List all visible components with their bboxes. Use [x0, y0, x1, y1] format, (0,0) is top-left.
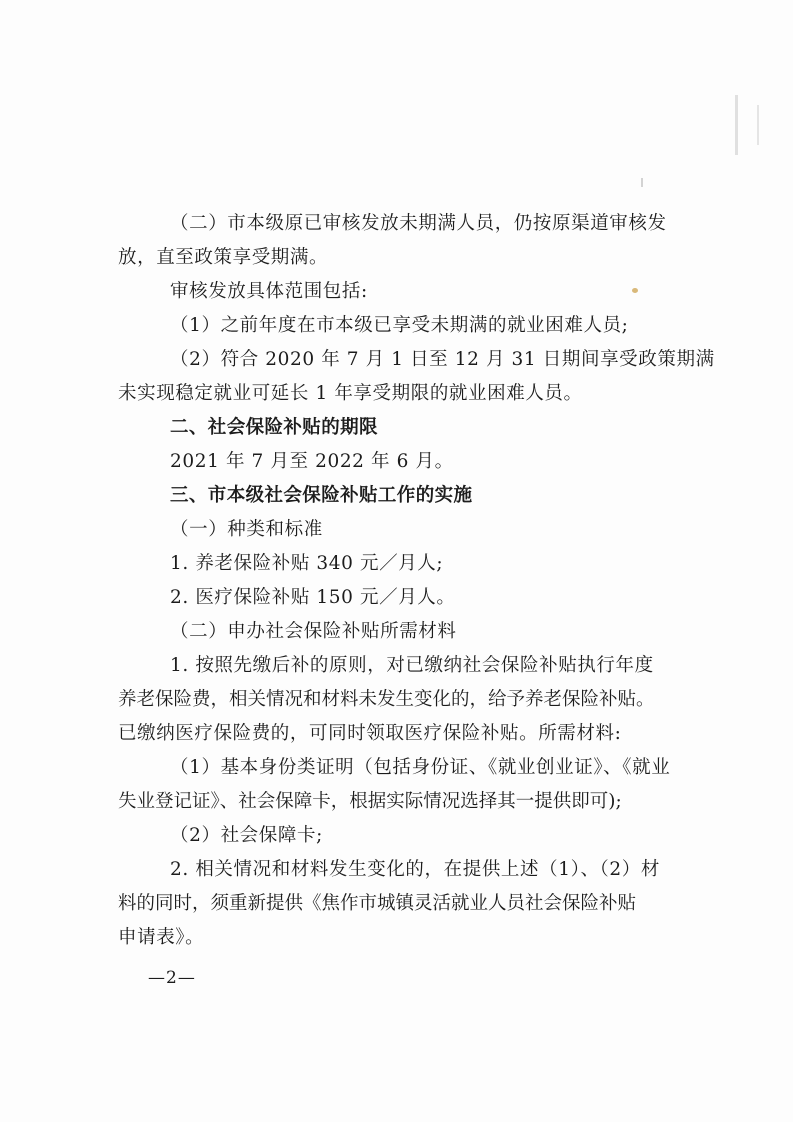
- subsection-heading: （二）申办社会保险补贴所需材料: [170, 621, 457, 642]
- paragraph-line: （1）之前年度在市本级已享受未期满的就业困难人员;: [170, 315, 629, 336]
- paragraph-line: 料的同时，须重新提供《焦作市城镇灵活就业人员社会保险补贴: [118, 893, 637, 914]
- paragraph-line: （1）基本身份类证明（包括身份证、《就业创业证》、《就业: [170, 757, 671, 778]
- scan-spot: [632, 288, 638, 293]
- paragraph-line: 已缴纳医疗保险费的，可同时领取医疗保险补贴。所需材料:: [118, 723, 622, 744]
- paragraph-line: 养老保险费，相关情况和材料未发生变化的，给予养老保险补贴。: [118, 689, 655, 710]
- paragraph-line: 审核发放具体范围包括:: [170, 281, 368, 302]
- paragraph-line: （2）符合 2020 年 7 月 1 日至 12 月 31 日期间享受政策期满: [170, 349, 715, 370]
- paragraph-line: 2. 相关情况和材料发生变化的，在提供上述（1）、（2）材: [170, 859, 660, 880]
- scan-mark: [757, 105, 759, 145]
- list-item: 1. 养老保险补贴 340 元／月人;: [170, 553, 444, 574]
- paragraph-line: （2）社会保障卡;: [170, 825, 323, 846]
- subsection-heading: （一）种类和标准: [170, 519, 323, 540]
- paragraph-line: 申请表》。: [118, 927, 205, 948]
- list-item: 2. 医疗保险补贴 150 元／月人。: [170, 587, 456, 608]
- paragraph-line: 失业登记证》、社会保障卡，根据实际情况选择其一提供即可);: [118, 791, 622, 812]
- scan-mark: [735, 95, 738, 155]
- paragraph-line: 1. 按照先缴后补的原则，对已缴纳社会保险补贴执行年度: [170, 655, 654, 676]
- paragraph-line: 未实现稳定就业可延长 1 年享受期限的就业困难人员。: [118, 383, 583, 404]
- section-heading: 二、社会保险补贴的期限: [170, 417, 378, 438]
- paragraph-line: （二）市本级原已审核发放未期满人员，仍按原渠道审核发: [170, 213, 667, 234]
- section-heading: 三、市本级社会保险补贴工作的实施: [170, 485, 473, 506]
- scan-mark: [641, 178, 643, 187]
- paragraph-line: 2021 年 7 月至 2022 年 6 月。: [170, 451, 454, 472]
- paragraph-line: 放，直至政策享受期满。: [118, 247, 329, 268]
- page-number: —2—: [148, 968, 196, 988]
